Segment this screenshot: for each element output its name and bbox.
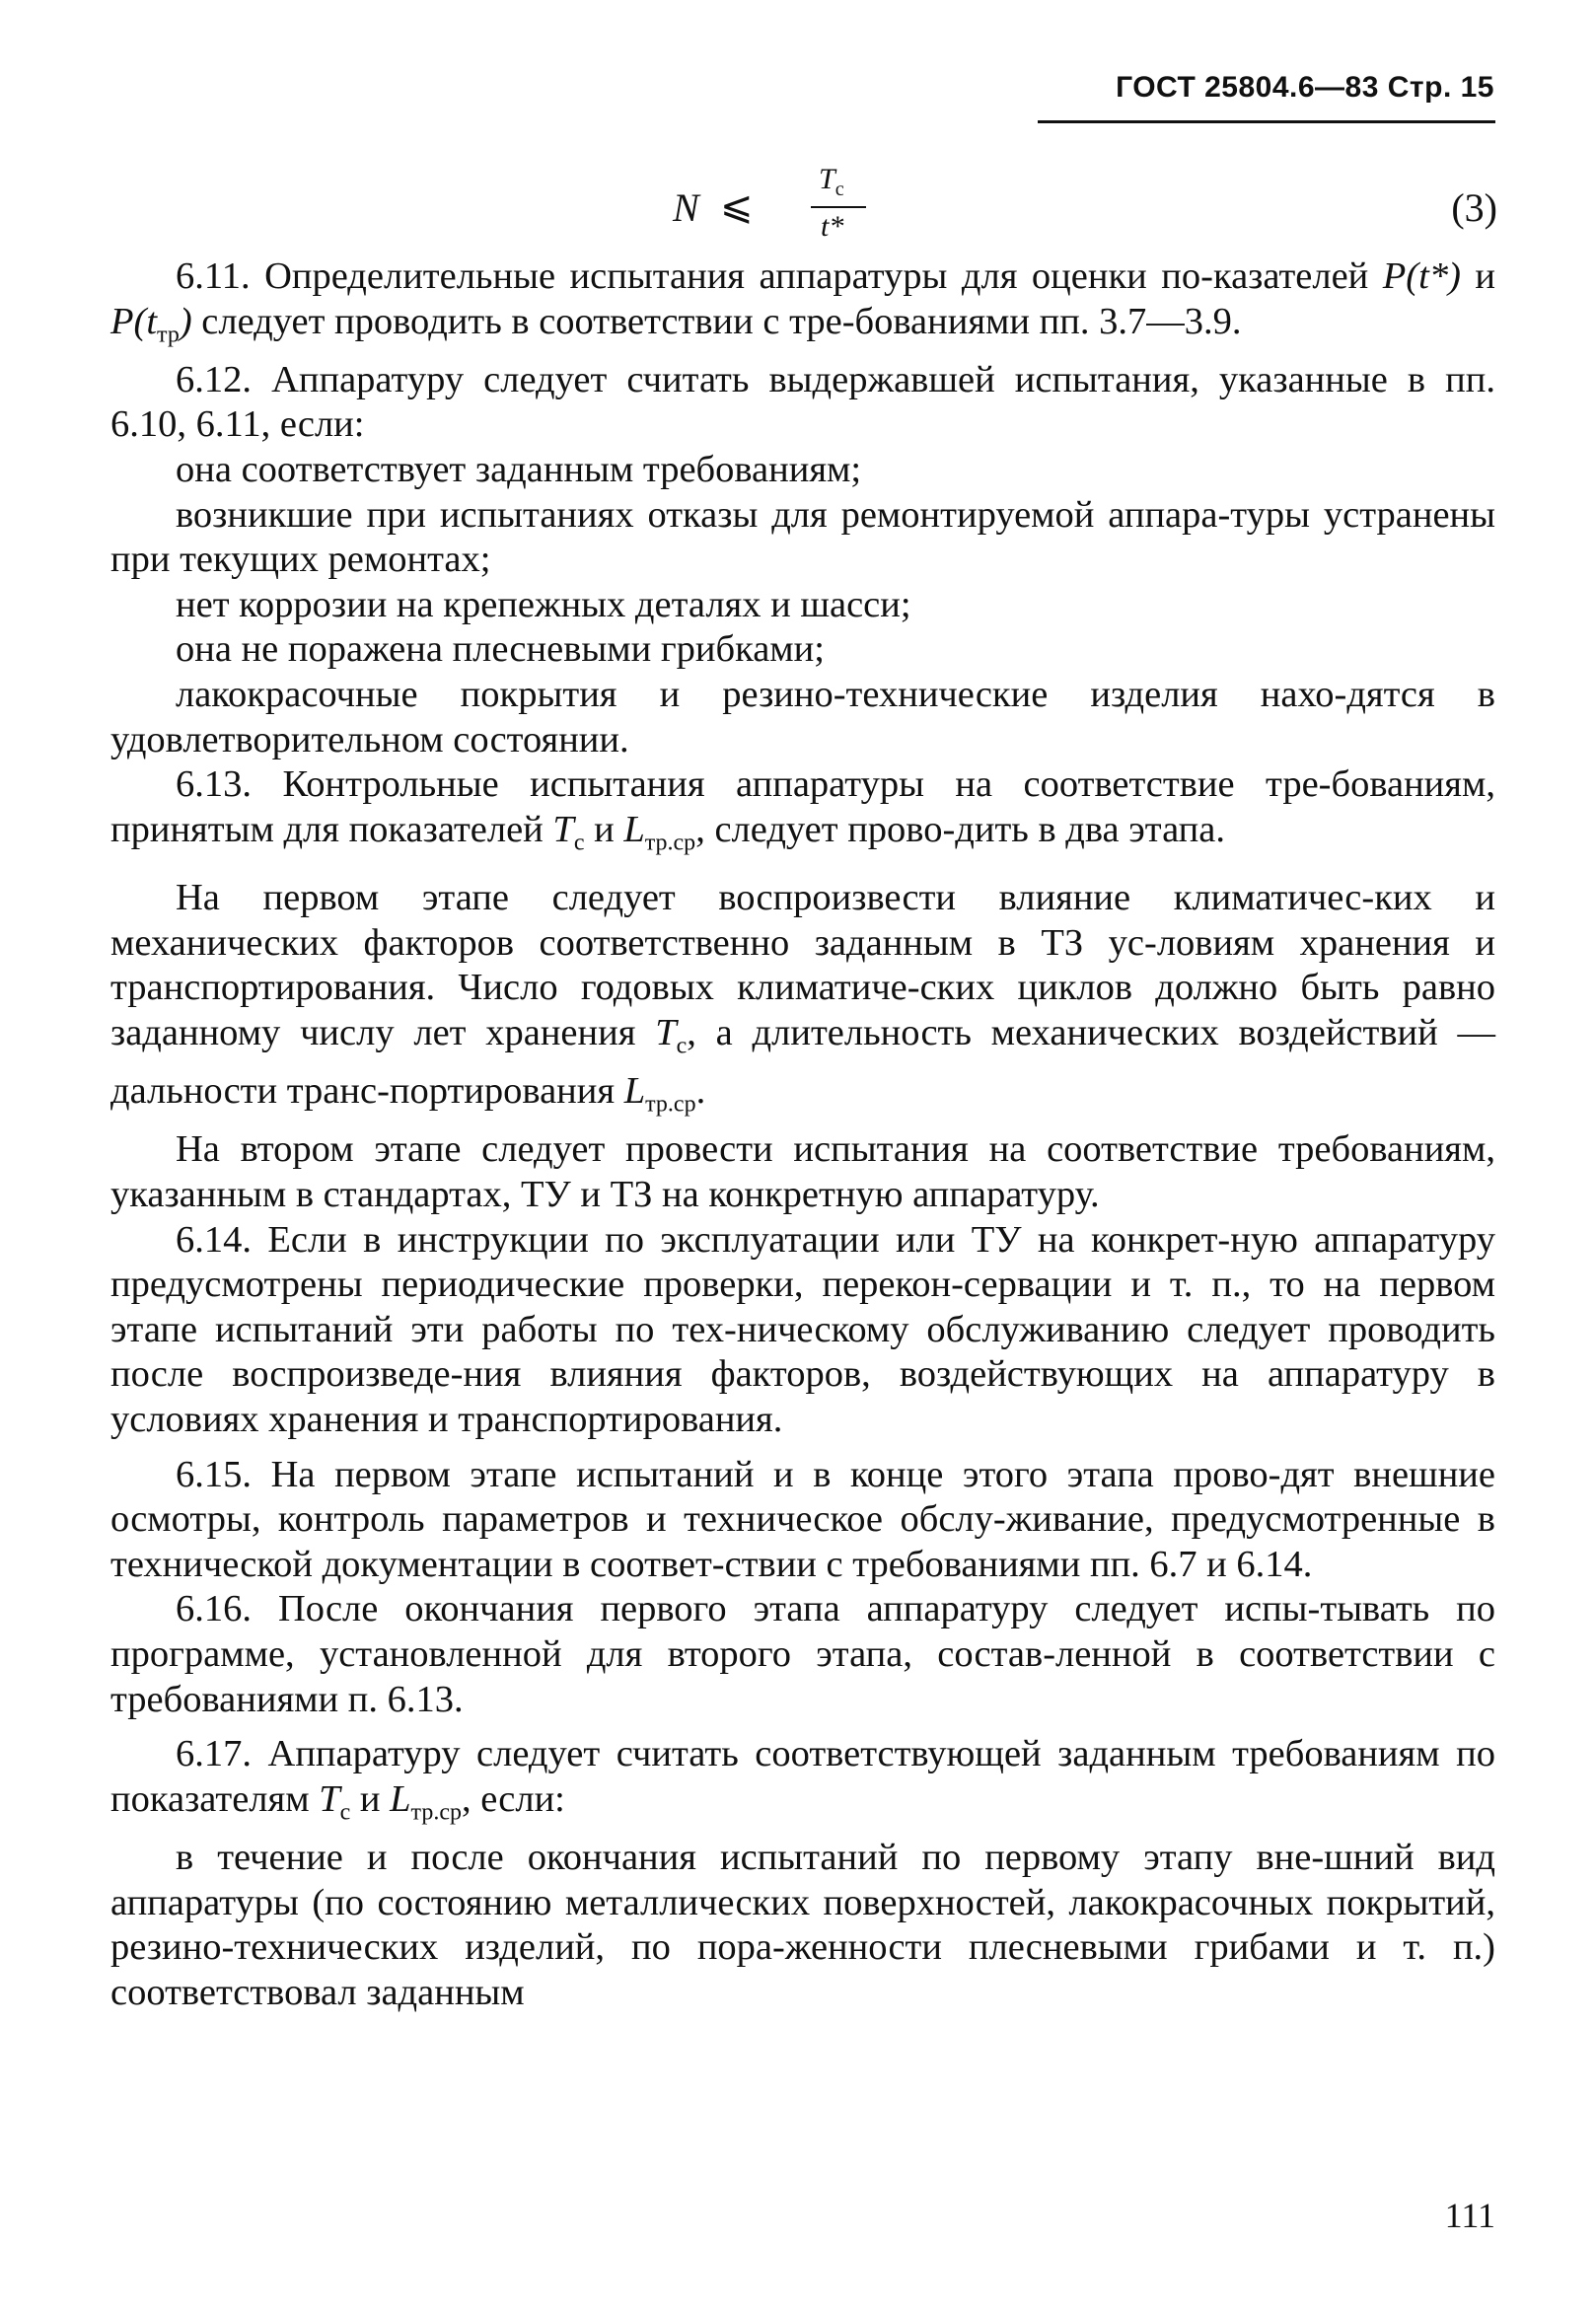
- text-run: 6.11. Определительные испытания аппаратуры для оценки по-казателей: [176, 255, 1383, 297]
- list-item: она не поражена плесневыми грибками;: [176, 628, 825, 671]
- math-run: ): [179, 300, 192, 342]
- list-item: она соответствует заданным требованиям;: [176, 449, 862, 491]
- math-sub: тр.ср: [645, 1091, 696, 1118]
- formula-denominator: t*: [821, 210, 844, 243]
- formula-numerator: [819, 163, 844, 201]
- text-run: следует проводить в соответствии с тре-бованиями пп. 3.7—3.9.: [191, 300, 1242, 342]
- text-run: На первом этапе следует воспроизвести влияние климатичес-ких и механических факторов соответственно заданным в ТЗ ус-ловиям хранения и транспортирования. Число годовых климатиче-ских циклов должно быть равно заданному числу лет хранения: [110, 877, 1495, 1053]
- fraction-bar: [811, 206, 866, 208]
- math-run: L: [390, 1777, 411, 1820]
- math-l-tr-sr: [390, 1777, 462, 1826]
- math-t-c: [655, 1011, 688, 1059]
- math-t-c: [319, 1777, 351, 1826]
- text-run: .: [695, 1070, 706, 1113]
- text-run: и: [1460, 255, 1495, 297]
- formula-lhs: N: [673, 185, 699, 230]
- math-sub: тр.ср: [410, 1799, 462, 1826]
- paragraph-6-11: [110, 254, 1495, 358]
- math-p-t-star: P(t*): [1382, 255, 1461, 297]
- paragraph-6-17-condition: в течение и после окончания испытаний по первому этапу вне-шний вид аппаратуры (по состоянию металлических поверхностей, лакокрасочных покрытий, резино-технических изделий, по пора-женности плесневыми грибами и т. п.) соответствовал заданным: [110, 1837, 1495, 2013]
- text-run: , если:: [461, 1777, 565, 1820]
- text-run: и: [584, 808, 624, 850]
- formula-3: [671, 163, 1499, 252]
- math-sub: с: [339, 1799, 351, 1826]
- page-header: ГОСТ 25804.6—83 Стр. 15: [1116, 71, 1494, 104]
- text-run: , следует прово-дить в два этапа.: [695, 808, 1225, 850]
- paragraph-6-13: [110, 762, 1495, 866]
- math-sub: с: [573, 830, 585, 856]
- body-text: [110, 254, 1495, 2015]
- math-sub: тр.ср: [644, 830, 696, 856]
- page-number: 111: [1444, 2196, 1495, 2235]
- math-run: P(t: [110, 300, 158, 342]
- math-sub: с: [676, 1033, 688, 1059]
- header-rule: [1038, 120, 1495, 123]
- formula-numerator-symbol: T: [819, 163, 835, 195]
- math-sub: тр: [157, 322, 180, 348]
- equation-number: (3): [1451, 185, 1497, 230]
- math-l-tr-sr: [623, 1070, 696, 1118]
- list-item: лакокрасочные покрытия и резино-технические изделия нахо-дятся в удовлетворительном состоянии.: [110, 674, 1495, 760]
- formula-numerator-sub: с: [834, 179, 844, 200]
- text-run: 6.17. Аппаратуру следует считать соответствующей заданным требованиям по показателям: [110, 1733, 1495, 1820]
- paragraph-6-16: 6.16. После окончания первого этапа аппаратуру следует испы-тывать по программе, установленной для второго этапа, состав-ленной в соответствии с требованиями п. 6.13.: [110, 1588, 1495, 1720]
- math-run: T: [552, 808, 574, 850]
- text-run: и: [350, 1777, 391, 1820]
- math-run: L: [623, 1070, 646, 1113]
- formula-relation: ⩽: [720, 183, 754, 228]
- math-run: L: [623, 808, 645, 850]
- text-run: , а длительность механических воздействий — дальности транс-портирования: [110, 1011, 1495, 1113]
- paragraph-6-17: [110, 1732, 1495, 1836]
- math-p-t-tr: [110, 300, 192, 348]
- paragraph-6-15: 6.15. На первом этапе испытаний и в конце этого этапа прово-дят внешние осмотры, контроль параметров и техническое обслу-живание, предусмотренные в технической документации в соответ-ствии с требованиями пп. 6.7 и 6.14.: [110, 1453, 1495, 1585]
- math-run: T: [319, 1777, 340, 1820]
- list-item: нет коррозии на крепежных деталях и шасси;: [176, 583, 911, 625]
- paragraph-6-13-stage-1: [110, 876, 1495, 1127]
- text-run: 6.13. Контрольные испытания аппаратуры на соответствие тре-бованиям, принятым для показателей: [110, 763, 1495, 850]
- math-run: T: [655, 1011, 677, 1053]
- paragraph-6-14: 6.14. Если в инструкции по эксплуатации или ТУ на конкрет-ную аппаратуру предусмотрены периодические проверки, перекон-сервации и т. п., то на первом этапе испытаний эти работы по тех-ническому обслуживанию следует проводить после воспроизведе-ния влияния факторов, воздействующих на аппаратуру в условиях хранения и транспортирования.: [110, 1218, 1495, 1440]
- math-l-tr-sr: [623, 808, 696, 856]
- paragraph-6-13-stage-2: На втором этапе следует провести испытания на соответствие требованиям, указанным в стандартах, ТУ и ТЗ на конкретную аппаратуру.: [110, 1128, 1495, 1216]
- paragraph-6-12: 6.12. Аппаратуру следует считать выдержавшей испытания, указанные в пп. 6.10, 6.11, если:: [110, 358, 1495, 446]
- list-item: возникшие при испытаниях отказы для ремонтируемой аппара-туры устранены при текущих ремонтах;: [110, 493, 1495, 581]
- math-t-c: [552, 808, 585, 856]
